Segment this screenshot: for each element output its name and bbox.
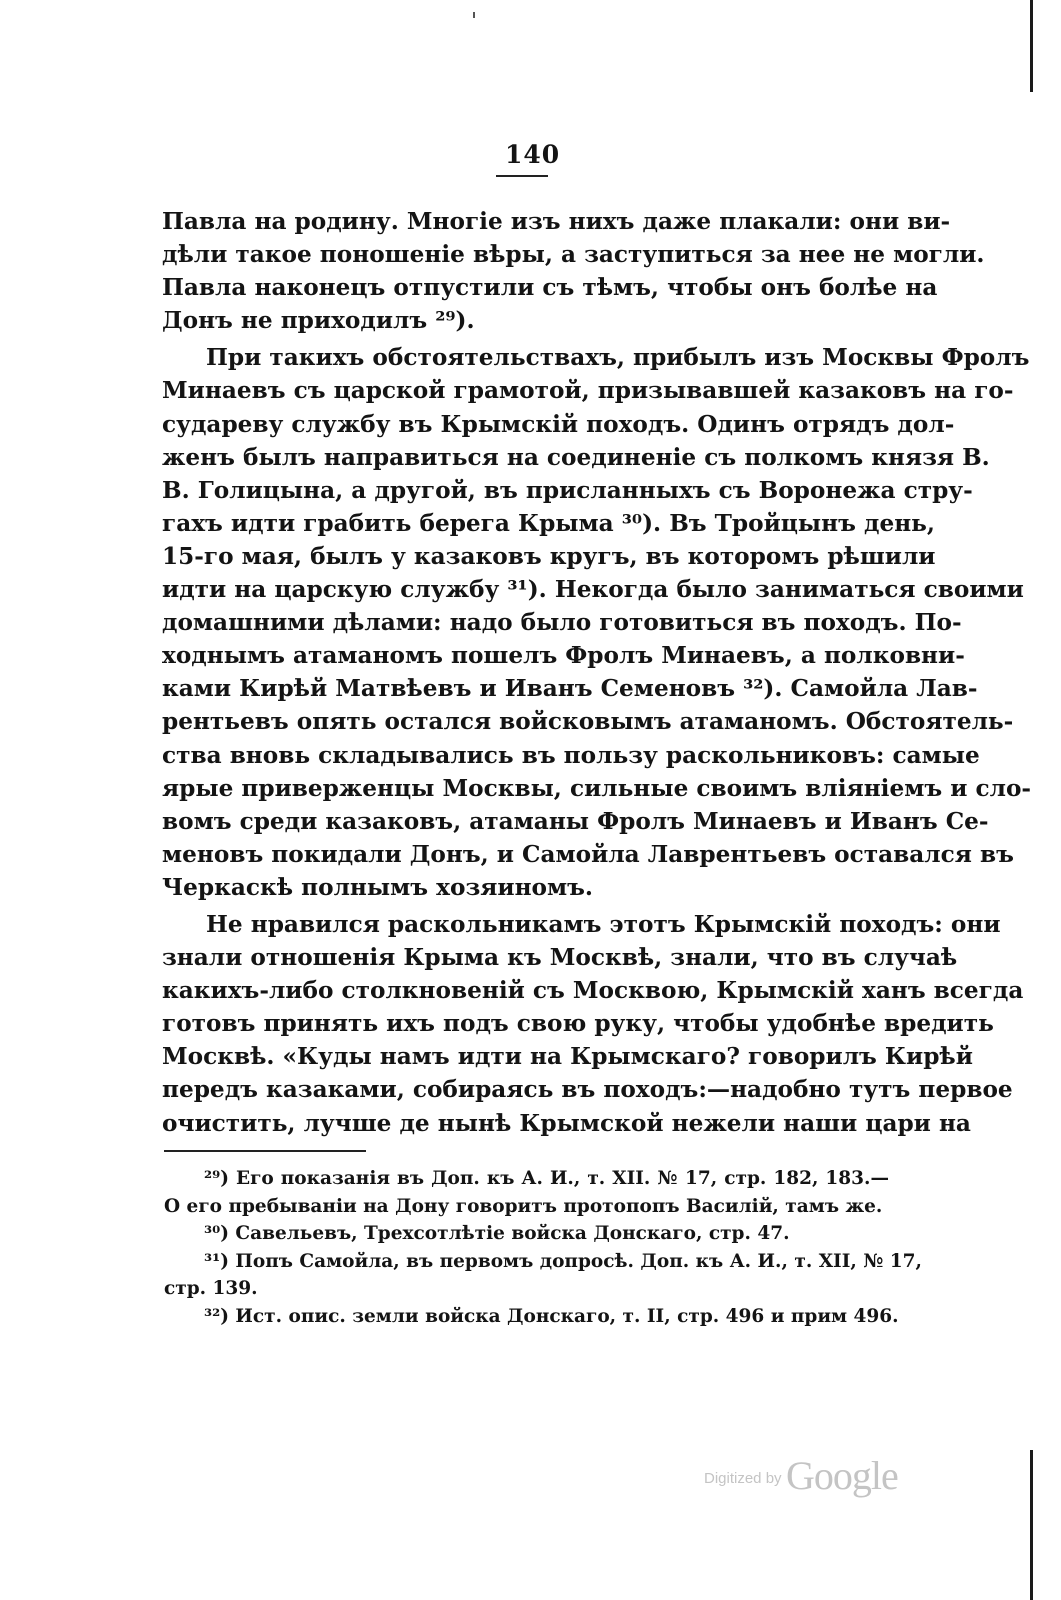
- text-line: ками Кирѣй Матвѣевъ и Иванъ Семеновъ ³²). Самойла Лав-: [162, 675, 978, 703]
- text-line: Москвѣ. «Куды намъ идти на Крымскаго? говорилъ Кирѣй: [162, 1043, 973, 1071]
- text-line: Павла наконецъ отпустили съ тѣмъ, чтобы онъ болѣе на: [162, 274, 938, 302]
- text-line: судареву службу въ Крымскій походъ. Одинъ отрядъ дол-: [162, 410, 955, 438]
- text-line: ярые приверженцы Москвы, сильные своимъ вліяніемъ и сло-: [162, 774, 1032, 802]
- text-line: ходнымъ атаманомъ пошелъ Фролъ Минаевъ, а полковни-: [162, 642, 965, 670]
- text-line: идти на царскую службу ³¹). Некогда было заниматься своими: [162, 576, 1024, 604]
- digitized-by-google-watermark: [704, 1452, 898, 1499]
- text-line: женъ былъ направиться на соединеніе съ полкомъ князя В.: [162, 443, 990, 471]
- text-line: При такихъ обстоятельствахъ, прибылъ изъ Москвы Фролъ: [206, 344, 1030, 372]
- footnote-line: ³⁰) Савельевъ, Трехсотлѣтіе войска Донскаго, стр. 47.: [204, 1223, 790, 1245]
- google-logo: Google: [786, 1453, 898, 1498]
- text-line: какихъ-либо столкновеній съ Москвою, Крымскій ханъ всегда: [162, 977, 1024, 1005]
- text-line: гахъ идти грабить берега Крыма ³⁰). Въ Тройцынъ день,: [162, 509, 935, 537]
- text-line: передъ казаками, собираясь въ походъ:—надобно тутъ первое: [162, 1076, 1013, 1104]
- text-line: ства вновь складывались въ пользу раскольниковъ: самые: [162, 741, 980, 769]
- footnote-separator: [164, 1150, 366, 1152]
- scan-edge-line-bottom: [1030, 1450, 1033, 1600]
- text-line: домашними дѣлами: надо было готовиться въ походъ. По-: [162, 609, 962, 637]
- text-line: Не нравился раскольникамъ этотъ Крымскій походъ: они: [206, 910, 1001, 938]
- text-line: вомъ среди казаковъ, атаманы Фролъ Минаевъ и Иванъ Се-: [162, 807, 989, 835]
- text-line: дѣли такое поношеніе вѣры, а заступиться за нее не могли.: [162, 241, 985, 269]
- footnote-line: ²⁹) Его показанія въ Доп. къ А. И., т. XII. № 17, стр. 182, 183.—: [204, 1168, 889, 1189]
- watermark-prefix: Digitized by: [704, 1470, 782, 1487]
- page-number: 140: [505, 140, 561, 169]
- text-line: Павла на родину. Многіе изъ нихъ даже плакали: они ви-: [162, 208, 951, 235]
- footnotes: [164, 1165, 922, 1331]
- page-number-underline: [496, 175, 548, 177]
- footnote-line: стр. 139.: [164, 1278, 258, 1300]
- body-text: [162, 205, 1032, 1140]
- text-line: готовъ принять ихъ подъ свою руку, чтобы удобнѣе вредить: [162, 1010, 994, 1038]
- text-line: 15-го мая, былъ у казаковъ кругъ, въ которомъ рѣшили: [162, 542, 936, 570]
- footnote-line: ³²) Ист. опис. земли войска Донскаго, т. II, стр. 496 и прим 496.: [204, 1305, 899, 1327]
- footnote-line: ³¹) Попъ Самойла, въ первомъ допросѣ. Доп. къ А. И., т. XII, № 17,: [204, 1250, 922, 1272]
- footnote-line: О его пребываніи на Дону говоритъ протопопъ Василій, тамъ же.: [164, 1195, 883, 1217]
- scan-edge-line-top: [1030, 0, 1033, 92]
- text-line: рентьевъ опять остался войсковымъ атаманомъ. Обстоятель-: [162, 708, 1014, 736]
- text-line: Донъ не приходилъ ²⁹).: [162, 307, 475, 335]
- text-line: очистить, лучше де нынѣ Крымской нежели наши цари на: [162, 1109, 971, 1137]
- text-line: Черкаскѣ полнымъ хозяиномъ.: [162, 873, 594, 901]
- text-line: В. Голицына, а другой, въ присланныхъ съ Воронежа стру-: [162, 476, 973, 504]
- scan-speck: [473, 12, 475, 18]
- text-line: меновъ покидали Донъ, и Самойла Лаврентьевъ оставался въ: [162, 840, 1014, 868]
- text-line: Минаевъ съ царской грамотой, призывавшей казаковъ на го-: [162, 377, 1014, 405]
- text-line: знали отношенія Крыма къ Москвѣ, знали, что въ случаѣ: [162, 944, 958, 972]
